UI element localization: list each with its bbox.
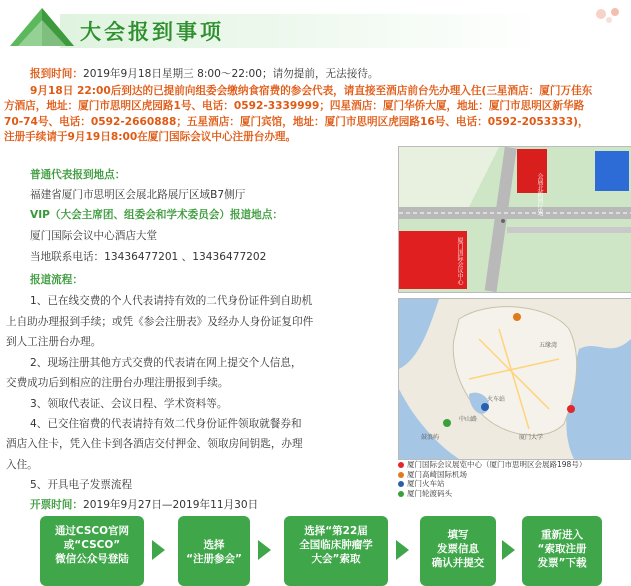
triangle-logo-icon	[6, 6, 78, 52]
ferry-marker-icon	[443, 419, 451, 427]
venue-building-left	[517, 149, 547, 193]
flow-arrow-icon	[258, 540, 271, 560]
vip-phone: 当地联系电话：13436477201 、13436477202	[30, 251, 267, 263]
flow-step-register	[178, 516, 250, 586]
green-dot-icon	[398, 491, 404, 497]
flow-step-text: 全国临床肿瘤学	[299, 539, 373, 551]
legend-item	[398, 479, 630, 489]
notice-line: 方酒店，地址：厦门市思明区虎园路1号、电话：0592-3339999；四星酒店：厦门华侨大厦，地址：厦门市思明区新华路	[4, 100, 585, 113]
flow-step-text: 选择	[203, 539, 225, 551]
decorative-corner-icon	[591, 4, 625, 26]
checkin-row	[30, 67, 379, 82]
notice-line: 注册手续请于9月19日8:00在厦门国际会议中心注册台办理。	[4, 130, 297, 143]
late-arrival-notice	[4, 84, 630, 145]
flow-step-text: 大会”索取	[311, 553, 361, 565]
city-map-graphic	[399, 299, 631, 459]
flow-step-text: 或“CSCO”	[63, 539, 121, 551]
legend-text: 厦门高崎国际机场	[407, 469, 467, 479]
orange-dot-icon	[398, 472, 404, 478]
airport-marker-icon	[513, 313, 521, 321]
process-step: 5、开具电子发票流程	[30, 479, 133, 491]
vip-label: VIP（大会主席团、组委会和学术委员会）报道地点：	[30, 209, 283, 221]
flow-step-text: 微信公众号登陆	[55, 553, 129, 565]
flow-step-text: 选择“第22届	[304, 525, 368, 537]
flow-step-text: 通过CSCO官网	[54, 525, 130, 537]
map-label: 中山路	[459, 417, 478, 423]
process-step: 4、已交住宿费的代表请持有效二代身份证件领取就餐券和	[30, 418, 302, 430]
process-step: 入住。	[6, 459, 38, 471]
process-step: 上自助办理报到手续；或凭《参会注册表》及经办人身份证复印件	[6, 316, 314, 328]
invoice-text: 2019年9月27日—2019年11月30日	[82, 499, 259, 511]
venue-site-map	[398, 146, 631, 293]
blue-dot-icon	[398, 481, 404, 487]
general-location: 福建省厦门市思明区会展北路展厅区域B7侧厅	[30, 189, 246, 201]
process-step: 到人工注册台办理。	[6, 336, 102, 348]
process-step: 1、已在线交费的个人代表请持有效的二代身份证件到自助机	[30, 295, 313, 307]
flow-step-text: 重新进入	[541, 529, 583, 541]
legend-item	[398, 489, 630, 499]
legend-text: 厦门轮渡码头	[407, 488, 452, 498]
venue-label-left: 会展北路展厅B7	[536, 173, 542, 217]
flow-step-fill-invoice	[420, 516, 496, 586]
city-map	[398, 298, 631, 460]
process-step: 3、领取代表证、会议日程、学术资料等。	[30, 398, 228, 410]
flow-step-download-invoice	[522, 516, 602, 586]
process-step: 2、现场注册其他方式交费的代表请在网上提交个人信息，	[30, 357, 302, 369]
invoice-label: 开票时间：	[30, 499, 83, 511]
process-step: 交费成功后到相应的注册台办理注册报到手续。	[6, 377, 229, 389]
legend-text: 厦门火车站	[407, 479, 445, 488]
flow-step-login	[40, 516, 144, 586]
train-station-marker-icon	[481, 403, 489, 411]
flow-step-text: 发票”下载	[537, 557, 587, 569]
flow-step-text: 填写	[447, 529, 469, 541]
legend-text: 厦门国际会议展览中心（厦门市思明区会展路198号）	[407, 460, 587, 469]
flow-step-text: “注册参会”	[186, 553, 242, 565]
legend-item	[398, 470, 630, 480]
page-title: 大会报到事项	[80, 20, 224, 44]
legend-item	[398, 460, 630, 470]
red-dot-icon	[398, 462, 404, 468]
venue-map-graphic	[399, 147, 631, 292]
flow-arrow-icon	[152, 540, 165, 560]
flow-step-text: 发票信息	[437, 543, 479, 555]
flow-step-text: 确认并提交	[431, 557, 485, 569]
map-label: 厦门大学	[519, 435, 544, 441]
venue-marker-icon	[567, 405, 575, 413]
venue-label-right: 厦门国际会议中心	[456, 237, 462, 285]
general-label: 普通代表报到地点：	[30, 169, 126, 181]
flow-arrow-icon	[502, 540, 515, 560]
notice-line: 70-74号、电话：0592-2660888；五星酒店：厦门宾馆，地址：厦门市思明区虎园路16号、电话：0592-2053333)，	[4, 115, 589, 128]
process-step: 酒店入住卡，凭入住卡到各酒店交付押金、领取房间钥匙，办理	[6, 438, 303, 450]
map-legend	[398, 460, 630, 498]
map-label: 鼓浪屿	[421, 435, 440, 441]
checkin-label: 报到时间：	[30, 68, 83, 80]
flow-step-select-conference	[284, 516, 388, 586]
checkin-text: 2019年9月18日星期三 8:00～22:00；请勿提前，无法接待。	[82, 68, 379, 80]
notice-line: 9月18日 22:00后到达的已提前向组委会缴纳食宿费的参会代表，请直接至酒店前台先办理入住(三星酒店：厦门万佳东	[30, 85, 593, 97]
map-label: 火车站	[487, 397, 506, 403]
flow-step-text: “索取注册	[537, 543, 587, 555]
process-label: 报道流程：	[30, 274, 83, 286]
flow-arrow-icon	[396, 540, 409, 560]
venue-building-right	[595, 151, 629, 191]
invoice-row	[30, 498, 258, 513]
map-label: 五缘湾	[539, 343, 558, 349]
vip-location: 厦门国际会议中心酒店大堂	[30, 230, 158, 242]
